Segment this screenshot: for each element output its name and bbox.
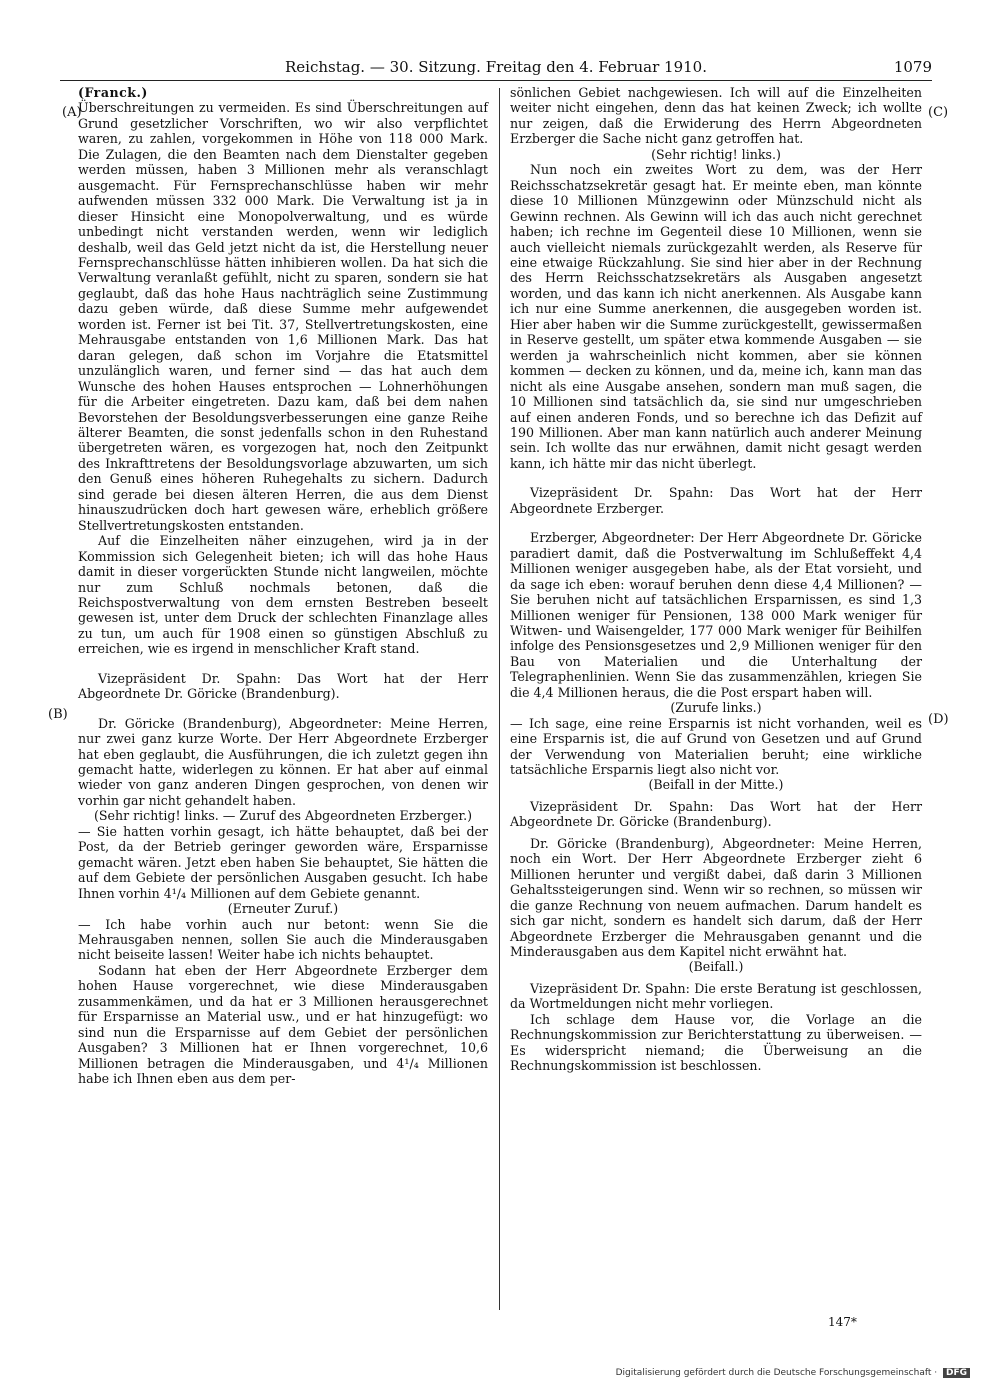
margin-marker-a: (A): [62, 105, 82, 120]
credit-text: Digitalisierung gefördert durch die Deutsche Forschungsgemeinschaft: [615, 1368, 932, 1378]
sheet-number: 147*: [828, 1315, 857, 1329]
right-column: [510, 85, 922, 1074]
margin-marker-c: (C): [928, 105, 949, 120]
digitization-credit: Digitalisierung gefördert durch die Deutsche Forschungsgemeinschaft · DFG: [616, 1368, 970, 1378]
paragraph: Dr. Göricke (Brandenburg), Abgeordneter: Meine Herren, noch ein Wort. Der Herr Abgeordnete Erzberger zieht 6 Millionen herunter und vergißt dabei, daß darin 3 Millionen Gehaltssteigerungen sind. Wenn wir so rechnen, so müssen wir die ganze Rechnung von neuem aufmachen. Darum handelt es sich gar nicht, sondern es handelt sich darum, daß der Herr Abgeordnete Erzberger die Mehrausgaben genannt und die Minderausgaben aus dem Kapitel nicht erwähnt hat.: [510, 835, 922, 960]
paragraph: — Ich sage, eine reine Ersparnis ist nicht vorhanden, weil es eine Ersparnis ist, die auf Grund von Gesetzen und auf Grund der Verwendung von Materialien beruht; eine wirkliche tatsächliche Ersparnis liegt also nicht vor.: [510, 715, 922, 778]
paragraph: Vizepräsident Dr. Spahn: Das Wort hat der Herr Abgeordnete Dr. Göricke (Brandenburg).: [510, 798, 922, 830]
paragraph: Vizepräsident Dr. Spahn: Das Wort hat der Herr Abgeordnete Erzberger.: [510, 485, 922, 516]
interjection: (Sehr richtig! links.): [651, 146, 781, 162]
column-divider: [499, 88, 500, 1310]
paragraph: Überschreitungen zu vermeiden. Es sind Überschreitungen auf Grund gesetzlicher Vorschriften, wo wir also verpflichtet waren, zu zahlen, vorgekommen in Höhe von 118 000 Mark. Die Zulagen, die den Beamten nach dem Dienstalter gegeben werden müssen, haben 3 Millionen mehr als veranschlagt ausgemacht. Für Fernsprechanschlüsse haben wir mehr aufwenden müssen 332 000 Mark. Die Verwaltung ist ja in dieser Hinsicht eine Monopolverwaltung, und es würde unbedingt nicht verstanden werden, wenn wir lediglich deshalb, weil das Geld jetzt nicht da ist, die Herstellung neuer Fernsprechanschlüsse hätten inhibieren wollen. Da hat sich die Verwaltung veranlaßt gefühlt, nicht zu sparen, sondern sie hat geglaubt, daß das hohe Haus nachträglich seine Zustimmung dazu geben würde, daß diese Summe mehr aufgewendet worden ist. Ferner ist bei Tit. 37, Stellvertretungskosten, eine Mehrausgabe entstanden von 1,6 Millionen Mark. Das hat daran gelegen, daß schon im Vorjahre die Etatsmittel unzulänglich waren, und ferner sind — das hat auch dem Wunsche des hohen Hauses entsprochen — Lohnerhöhungen für die Arbeiter eingetreten. Dazu kam, daß bei dem nahen Bevorstehen der Besoldungsverbesserungen eine ganze Reihe älterer Beamten, die sonst jedenfalls schon in den Ruhestand übergetreten wären, es vorgezogen hat, noch den Zeitpunkt des Inkrafttretens der Besoldungsvorlage abzuwarten, um sich den Genuß eines höheren Ruhegehalts zu sichern. Dadurch sind gerade bei diesen älteren Herren, die aus dem Dienst hinauszudrücken doch hart gewesen wäre, erheblich größere Stellvertretungskosten entstanden.: [78, 100, 488, 533]
interjection: (Beifall in der Mitte.): [648, 777, 784, 793]
page-header: [60, 58, 932, 81]
speaker-tag: (Franck.): [78, 85, 148, 100]
paragraph: Nun noch ein zweites Wort zu dem, was der Herr Reichsschatzsekretär gesagt hat. Er meinte eben, man könnte diese 10 Millionen Münzgewinn oder Münzschuld nicht als Gewinn rechnen. Als Gewinn will ich das auch nicht gerechnet haben; ich rechne im Gegenteil diese 10 Millionen, wenn sie auch vielleicht niemals zurückgezahlt werden, als Reserve für eine etwaige Rückzahlung. Sie sind hier aber in der Rechnung des Herrn Reichsschatzsekretärs als Ausgaben angesetzt worden, und das kann ich nicht anerkennen. Als Ausgabe kann ich nur eine Summe anerkennen, die ausgegeben worden ist. Hier aber haben wir die Summe zurückgestellt, gewissermaßen in Reserve gestellt, um später etwa kommende Ausgaben — sie werden ja wahrscheinlich nicht kommen, aber sie können kommen — decken zu können, und da, meine ich, kann man das nicht als eine Ausgabe ansehen, sondern man muß sagen, die 10 Millionen sind tatsächlich da, sie sind nur umgeschrieben auf einen anderen Fonds, und so berechne ich das Defizit auf 190 Millionen. Aber man kann natürlich auch anderer Meinung sein. Ich wollte das nur erwähnen, damit nicht gesagt werden kann, ich hätte mir das nicht überlegt.: [510, 162, 922, 471]
paragraph: Dr. Göricke (Brandenburg), Abgeordneter: Meine Herren, nur zwei ganz kurze Worte. Der Herr Abgeordnete Erzberger hat eben geglaubt, die Ausführungen, die ich zuletzt gegen ihn gemacht hatte, widerlegen zu können. Er hat aber auf einmal wieder von ganz anderen Dingen gesprochen, von denen wir vorhin gar nicht gehandelt haben.: [78, 715, 488, 808]
dfg-logo: DFG: [943, 1368, 970, 1378]
interjection: (Zurufe links.): [670, 700, 762, 716]
paragraph: — Sie hatten vorhin gesagt, ich hätte behauptet, daß bei der Post, da der Betrieb geringer geworden wäre, Ersparnisse gemacht wären. Jetzt eben haben Sie behauptet, Sie hätten die auf dem Gebiete der persönlichen Ausgaben gesucht. Ich habe Ihnen vorhin 4¹/₄ Millionen auf dem Gebiete genannt.: [78, 823, 488, 901]
paragraph: Sodann hat eben der Herr Abgeordnete Erzberger dem hohen Hause vorgerechnet, wie diese Minderausgaben zusammenkämen, und da hat er 3 Millionen herausgerechnet für Ersparnisse an Material usw., und er hat hinzugefügt: wo sind nun die Ersparnisse auf dem Gebiet der persönlichen Ausgaben? 3 Millionen hat er Ihnen vorgerechnet, 10,6 Millionen betragen die Minderausgaben, und 4¹/₄ Millionen habe ich Ihnen eben aus dem per-: [78, 962, 488, 1087]
paragraph: sönlichen Gebiet nachgewiesen. Ich will auf die Einzelheiten weiter nicht eingehen, denn das hat keinen Zweck; ich wollte nur zeigen, daß die Erwiderung des Herrn Abgeordneten Erzberger die Sache nicht ganz getroffen hat.: [510, 85, 922, 147]
paragraph: Vizepräsident Dr. Spahn: Die erste Beratung ist geschlossen, da Wortmeldungen nicht mehr vorliegen.: [510, 980, 922, 1012]
header-title: Reichstag. — 30. Sitzung. Freitag den 4. Februar 1910.: [285, 58, 707, 76]
margin-marker-b: (B): [48, 707, 68, 722]
interjection: (Beifall.): [688, 959, 744, 975]
paragraph: Ich schlage dem Hause vor, die Vorlage an die Rechnungskommission zur Berichterstattung zu überweisen. — Es widerspricht niemand; die Überweisung an die Rechnungskommission ist beschlossen.: [510, 1011, 922, 1074]
margin-marker-d: (D): [928, 712, 949, 727]
paragraph: Erzberger, Abgeordneter: Der Herr Abgeordnete Dr. Göricke paradiert damit, daß die Postverwaltung im Schlußeffekt 4,4 Millionen weniger ausgegeben habe, als der Etat vorsieht, und da sage ich eben: worauf beruhen denn diese 4,4 Millionen? — Sie beruhen nicht auf tatsächlichen Ersparnissen, es sind 1,3 Millionen weniger für Pensionen, 138 000 Mark weniger für Witwen- und Waisengelder, 177 000 Mark weniger für Beihilfen infolge des Pensionsgesetzes und 2,9 Millionen weniger für den Bau von Materialien und die Unterhaltung der Telegraphenlinien. Wenn Sie das zusammenzählen, kriegen Sie die 4,4 Millionen heraus, die die Post erspart haben will.: [510, 530, 922, 700]
paragraph: Vizepräsident Dr. Spahn: Das Wort hat der Herr Abgeordnete Dr. Göricke (Brandenburg).: [78, 670, 488, 702]
interjection: (Sehr richtig! links. — Zuruf des Abgeordneten Erzberger.): [93, 808, 473, 824]
paragraph: Auf die Einzelheiten näher einzugehen, wird ja in der Kommission sich Gelegenheit bieten; ich will das hohe Haus damit in dieser vorgerückten Stunde nicht langweilen, möchte nur zum Schluß nochmals betonen, daß die Reichspostverwaltung von dem ernsten Bestreben beseelt gewesen ist, unter dem Druck der schlechten Finanzlage alles zu tun, um auch für 1908 einen so günstigen Abschluß zu erreichen, wie es irgend in menschlicher Kraft stand.: [78, 533, 488, 657]
page-number: 1079: [893, 58, 932, 76]
left-column: [78, 85, 488, 1087]
paragraph: — Ich habe vorhin auch nur betont: wenn Sie die Mehrausgaben nennen, sollen Sie auch die Minderausgaben nicht beiseite lassen! Weiter habe ich nichts behauptet.: [78, 916, 488, 963]
interjection: (Erneuter Zuruf.): [227, 901, 339, 917]
